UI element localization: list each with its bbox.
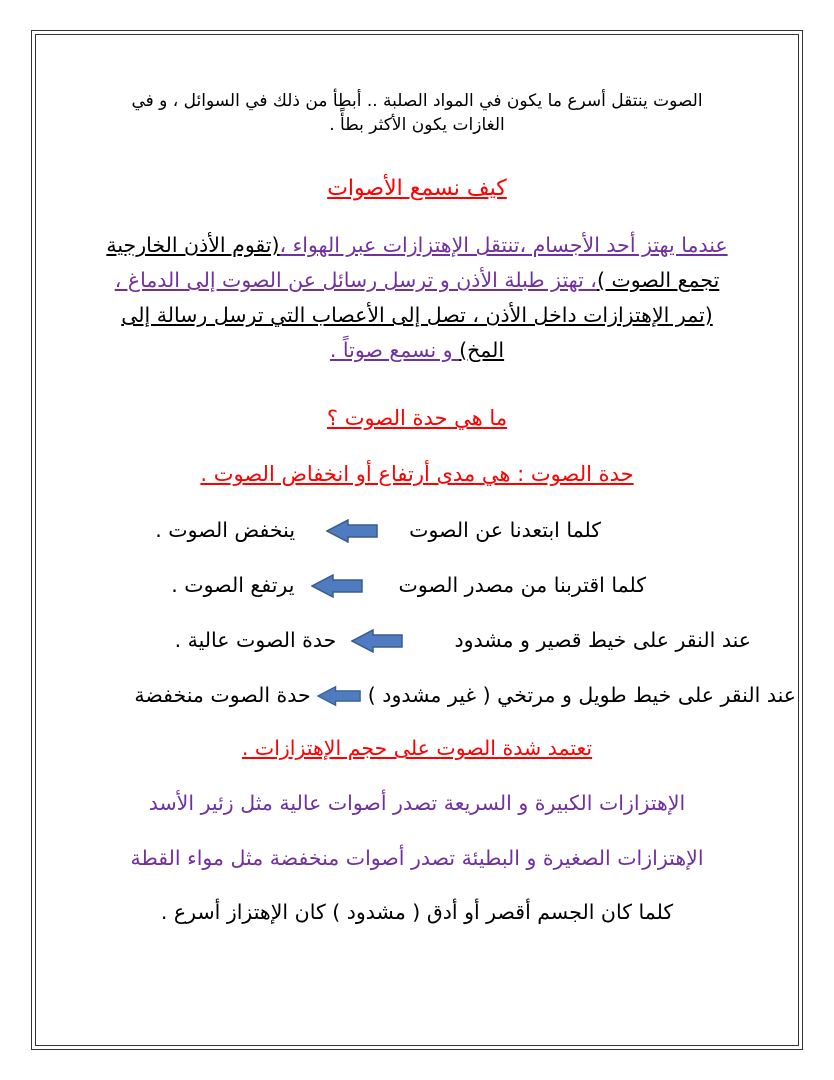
left-arrow-icon [351, 629, 403, 653]
hearing-line-1-purple: عندما يهتز أحد الأجسام ،تنتقل الإهتزازات عبر الهواء ، [279, 233, 728, 257]
small-vibrations-line: الإهتزازات الصغيرة و البطيئة تصدر أصوات منخفضة مثل مواء القطة [130, 846, 704, 870]
hearing-line-1-black: (تقوم الأذن الخارجية [106, 233, 280, 257]
hearing-line-4-black: المخ) [459, 338, 505, 362]
rule-effect: حدة الصوت منخفضة [134, 683, 311, 707]
hearing-line-4-purple: و نسمع صوتاً . [329, 338, 460, 362]
intro-line-2: الغازات يكون الأكثر بطأً . [329, 115, 505, 135]
rule-effect: يرتفع الصوت . [171, 573, 295, 597]
rule-effect: ينخفض الصوت . [155, 518, 296, 542]
hearing-line-2-purple: ، تهتز طبلة الأذن و ترسل رسائل عن الصوت إلى الدماغ ، [114, 268, 597, 292]
rule-cause: عند النقر على خيط طويل و مرتخي ( غير مشدود ) [367, 683, 796, 707]
big-vibrations-line: الإهتزازات الكبيرة و السريعة تصدر أصوات عالية مثل زئير الأسد [148, 791, 686, 815]
rule-effect: حدة الصوت عالية . [174, 628, 337, 652]
rule-row-4 [38, 683, 796, 708]
hearing-line-3: (تمر الإهتزازات داخل الأذن ، تصل إلى الأعصاب التي ترسل رسالة إلى [121, 303, 713, 327]
conclusion-line: كلما كان الجسم أقصر أو أدق ( مشدود ) كان الإهتزاز أسرع . [160, 900, 674, 924]
intro-line-1: الصوت ينتقل أسرع ما يكون في المواد الصلبة .. أبطأ من ذلك في السوائل ، و في [131, 91, 703, 111]
left-arrow-icon [317, 684, 361, 708]
left-arrow-icon [326, 519, 378, 543]
rule-row-2 [38, 573, 796, 598]
heading-pitch-question: ما هي حدة الصوت ؟ [326, 406, 508, 430]
rule-cause: كلما اقتربنا من مصدر الصوت [398, 573, 646, 597]
hearing-line-1 [38, 233, 796, 257]
heading-how-we-hear: كيف نسمع الأصوات [327, 176, 507, 201]
hearing-line-2-black: تجمع الصوت ) [596, 268, 720, 292]
rule-row-1 [38, 518, 796, 543]
pitch-definition: حدة الصوت : هي مدى أرتفاع أو انخفاض الصوت . [200, 462, 634, 486]
rule-cause: كلما ابتعدنا عن الصوت [409, 518, 601, 542]
left-arrow-icon [311, 574, 363, 598]
hearing-line-2 [38, 268, 796, 292]
rule-row-3 [38, 628, 796, 653]
document-page [38, 36, 796, 1044]
intensity-heading: تعتمد شدة الصوت على حجم الإهتزازات . [241, 736, 593, 760]
hearing-line-4 [38, 338, 796, 362]
rule-cause: عند النقر على خيط قصير و مشدود [454, 628, 751, 652]
